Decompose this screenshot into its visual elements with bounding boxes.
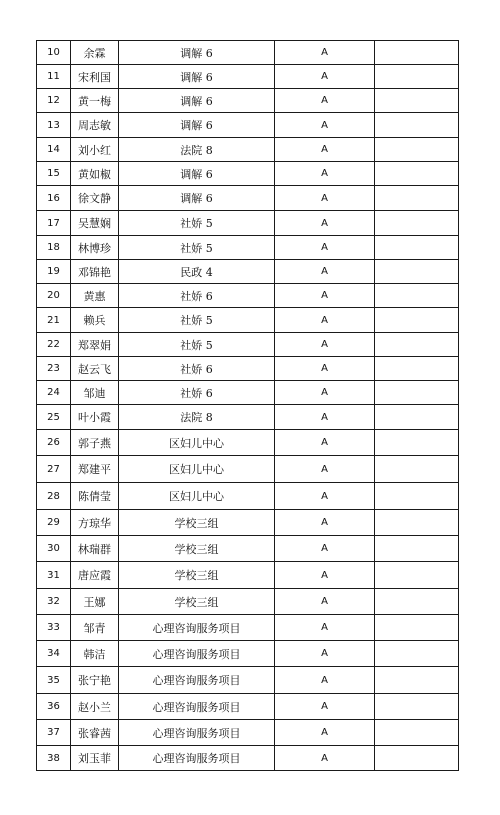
unit-name: 社娇 5: [119, 333, 275, 357]
row-number: 11: [37, 65, 71, 89]
table-row: [37, 694, 459, 720]
unit-name: 心理咨询服务项目: [119, 667, 275, 694]
grade-value: A: [275, 667, 375, 694]
unit-name: 心理咨询服务项目: [119, 746, 275, 771]
note-cell: [375, 333, 459, 357]
row-number: 12: [37, 89, 71, 113]
unit-name: 社娇 6: [119, 381, 275, 405]
note-cell: [375, 186, 459, 211]
person-name: 林博珍: [71, 236, 119, 260]
table-row: [37, 430, 459, 456]
person-name: 韩洁: [71, 641, 119, 667]
grade-value: A: [275, 483, 375, 510]
unit-name: 调解 6: [119, 186, 275, 211]
person-name: 叶小霞: [71, 405, 119, 430]
table-row: [37, 357, 459, 381]
grade-value: A: [275, 65, 375, 89]
person-name: 郑建平: [71, 456, 119, 483]
person-name: 唐应霞: [71, 562, 119, 589]
unit-name: 学校三组: [119, 589, 275, 615]
row-number: 34: [37, 641, 71, 667]
note-cell: [375, 430, 459, 456]
note-cell: [375, 536, 459, 562]
grade-value: A: [275, 430, 375, 456]
person-name: 黄如椒: [71, 162, 119, 186]
note-cell: [375, 405, 459, 430]
row-number: 18: [37, 236, 71, 260]
unit-name: 民政 4: [119, 260, 275, 284]
note-cell: [375, 589, 459, 615]
note-cell: [375, 483, 459, 510]
unit-name: 调解 6: [119, 113, 275, 138]
row-number: 23: [37, 357, 71, 381]
unit-name: 法院 8: [119, 405, 275, 430]
note-cell: [375, 284, 459, 308]
grade-value: A: [275, 186, 375, 211]
note-cell: [375, 562, 459, 589]
grade-value: A: [275, 456, 375, 483]
grade-value: A: [275, 260, 375, 284]
table-row: [37, 720, 459, 746]
row-number: 29: [37, 510, 71, 536]
unit-name: 心理咨询服务项目: [119, 694, 275, 720]
table-row: [37, 641, 459, 667]
row-number: 14: [37, 138, 71, 162]
table-row: [37, 41, 459, 65]
grade-value: A: [275, 746, 375, 771]
table-row: [37, 562, 459, 589]
row-number: 37: [37, 720, 71, 746]
table-row: [37, 667, 459, 694]
row-number: 26: [37, 430, 71, 456]
person-name: 黄惠: [71, 284, 119, 308]
note-cell: [375, 308, 459, 333]
unit-name: 社娇 5: [119, 308, 275, 333]
note-cell: [375, 694, 459, 720]
table-row: [37, 483, 459, 510]
row-number: 22: [37, 333, 71, 357]
note-cell: [375, 381, 459, 405]
unit-name: 调解 6: [119, 89, 275, 113]
note-cell: [375, 113, 459, 138]
row-number: 20: [37, 284, 71, 308]
row-number: 33: [37, 615, 71, 641]
note-cell: [375, 510, 459, 536]
row-number: 36: [37, 694, 71, 720]
unit-name: 区妇儿中心: [119, 430, 275, 456]
row-number: 24: [37, 381, 71, 405]
table-row: [37, 615, 459, 641]
row-number: 10: [37, 41, 71, 65]
grade-value: A: [275, 333, 375, 357]
grade-value: A: [275, 41, 375, 65]
note-cell: [375, 615, 459, 641]
unit-name: 学校三组: [119, 510, 275, 536]
unit-name: 心理咨询服务项目: [119, 641, 275, 667]
person-name: 刘小红: [71, 138, 119, 162]
unit-name: 区妇儿中心: [119, 483, 275, 510]
table-row: [37, 65, 459, 89]
unit-name: 法院 8: [119, 138, 275, 162]
row-number: 31: [37, 562, 71, 589]
table-row: [37, 113, 459, 138]
table-row: [37, 284, 459, 308]
unit-name: 心理咨询服务项目: [119, 615, 275, 641]
roster-body: [37, 41, 459, 771]
grade-value: A: [275, 641, 375, 667]
unit-name: 调解 6: [119, 65, 275, 89]
person-name: 宋利国: [71, 65, 119, 89]
person-name: 张宁艳: [71, 667, 119, 694]
person-name: 赖兵: [71, 308, 119, 333]
table-row: [37, 333, 459, 357]
row-number: 16: [37, 186, 71, 211]
grade-value: A: [275, 562, 375, 589]
table-row: [37, 536, 459, 562]
table-row: [37, 162, 459, 186]
roster-table: [36, 40, 459, 771]
note-cell: [375, 641, 459, 667]
grade-value: A: [275, 510, 375, 536]
table-row: [37, 589, 459, 615]
row-number: 21: [37, 308, 71, 333]
unit-name: 社娇 6: [119, 284, 275, 308]
table-row: [37, 456, 459, 483]
grade-value: A: [275, 589, 375, 615]
unit-name: 调解 6: [119, 162, 275, 186]
note-cell: [375, 138, 459, 162]
row-number: 30: [37, 536, 71, 562]
grade-value: A: [275, 357, 375, 381]
table-row: [37, 308, 459, 333]
person-name: 郭子燕: [71, 430, 119, 456]
person-name: 王娜: [71, 589, 119, 615]
unit-name: 社娇 5: [119, 211, 275, 236]
note-cell: [375, 89, 459, 113]
grade-value: A: [275, 405, 375, 430]
person-name: 赵小兰: [71, 694, 119, 720]
grade-value: A: [275, 138, 375, 162]
row-number: 13: [37, 113, 71, 138]
table-row: [37, 381, 459, 405]
unit-name: 心理咨询服务项目: [119, 720, 275, 746]
person-name: 邹迪: [71, 381, 119, 405]
person-name: 黄一梅: [71, 89, 119, 113]
table-row: [37, 405, 459, 430]
unit-name: 调解 6: [119, 41, 275, 65]
table-row: [37, 186, 459, 211]
grade-value: A: [275, 615, 375, 641]
table-row: [37, 236, 459, 260]
person-name: 陈倩莹: [71, 483, 119, 510]
person-name: 邹青: [71, 615, 119, 641]
note-cell: [375, 357, 459, 381]
note-cell: [375, 41, 459, 65]
person-name: 赵云飞: [71, 357, 119, 381]
grade-value: A: [275, 211, 375, 236]
row-number: 15: [37, 162, 71, 186]
person-name: 郑翠娟: [71, 333, 119, 357]
note-cell: [375, 236, 459, 260]
unit-name: 学校三组: [119, 562, 275, 589]
note-cell: [375, 720, 459, 746]
row-number: 17: [37, 211, 71, 236]
note-cell: [375, 162, 459, 186]
unit-name: 社娇 6: [119, 357, 275, 381]
note-cell: [375, 260, 459, 284]
grade-value: A: [275, 720, 375, 746]
unit-name: 区妇儿中心: [119, 456, 275, 483]
person-name: 林瑞群: [71, 536, 119, 562]
person-name: 余霖: [71, 41, 119, 65]
person-name: 周志敏: [71, 113, 119, 138]
person-name: 方琼华: [71, 510, 119, 536]
grade-value: A: [275, 284, 375, 308]
note-cell: [375, 456, 459, 483]
person-name: 刘玉菲: [71, 746, 119, 771]
note-cell: [375, 211, 459, 236]
person-name: 邓锦艳: [71, 260, 119, 284]
row-number: 32: [37, 589, 71, 615]
row-number: 27: [37, 456, 71, 483]
grade-value: A: [275, 89, 375, 113]
table-row: [37, 260, 459, 284]
row-number: 35: [37, 667, 71, 694]
table-row: [37, 138, 459, 162]
grade-value: A: [275, 162, 375, 186]
person-name: 吴慧娴: [71, 211, 119, 236]
unit-name: 社娇 5: [119, 236, 275, 260]
person-name: 张睿茜: [71, 720, 119, 746]
grade-value: A: [275, 308, 375, 333]
row-number: 25: [37, 405, 71, 430]
table-row: [37, 89, 459, 113]
unit-name: 学校三组: [119, 536, 275, 562]
row-number: 38: [37, 746, 71, 771]
grade-value: A: [275, 536, 375, 562]
grade-value: A: [275, 694, 375, 720]
note-cell: [375, 65, 459, 89]
grade-value: A: [275, 113, 375, 138]
person-name: 徐文静: [71, 186, 119, 211]
table-row: [37, 746, 459, 771]
note-cell: [375, 667, 459, 694]
note-cell: [375, 746, 459, 771]
table-row: [37, 211, 459, 236]
row-number: 28: [37, 483, 71, 510]
table-row: [37, 510, 459, 536]
grade-value: A: [275, 381, 375, 405]
row-number: 19: [37, 260, 71, 284]
grade-value: A: [275, 236, 375, 260]
